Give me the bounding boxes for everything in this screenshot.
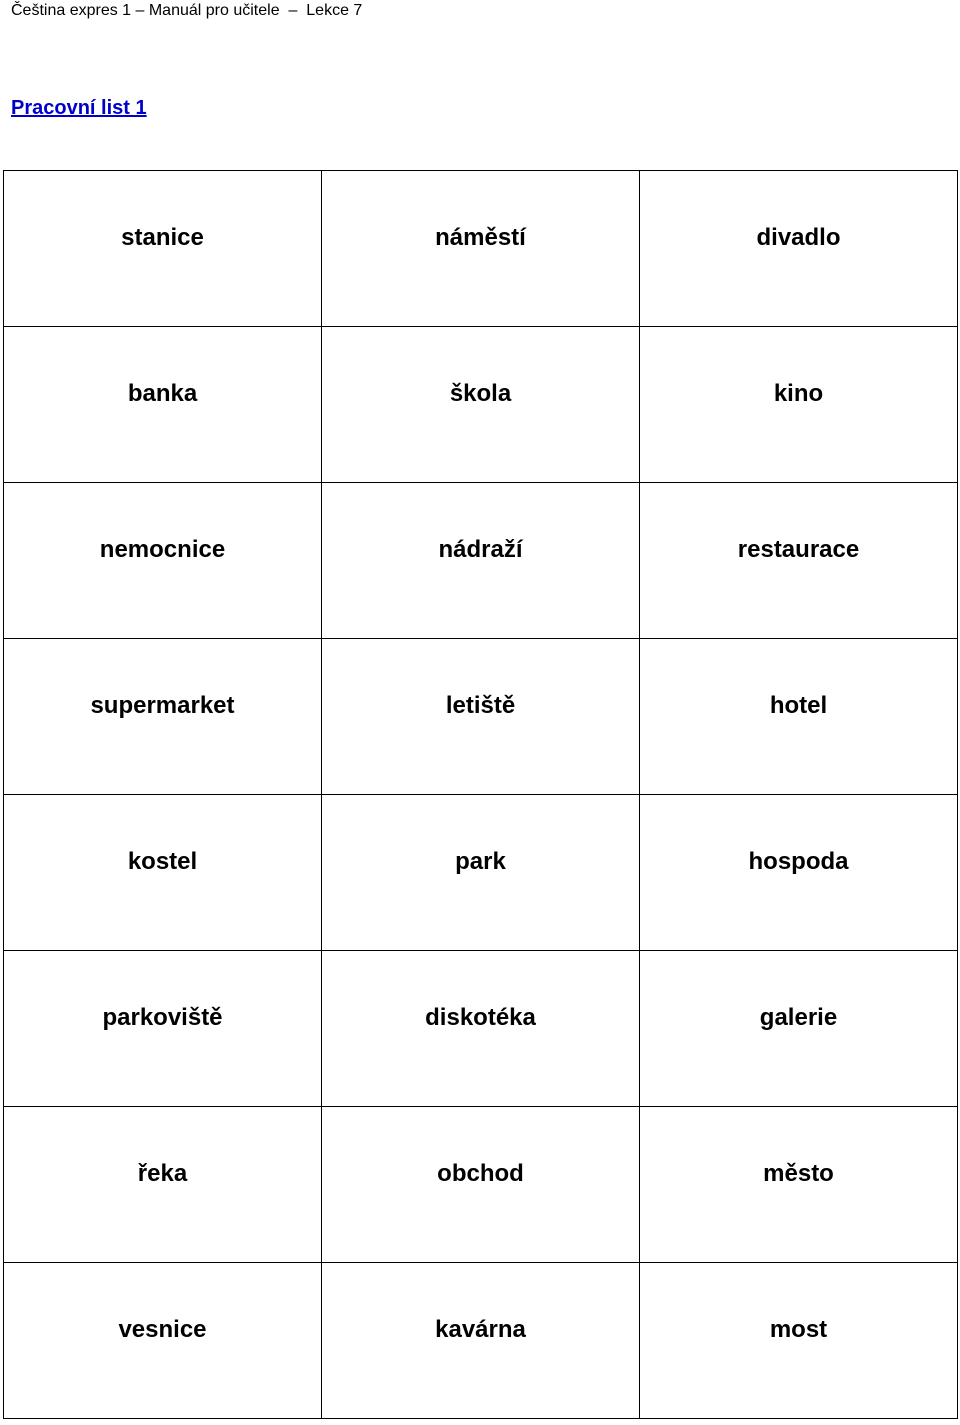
word-label: nemocnice: [99, 536, 226, 563]
word-card: [640, 327, 958, 483]
word-label: město: [763, 1160, 834, 1187]
word-card: [322, 795, 640, 951]
word-card-grid: [3, 170, 958, 1419]
word-label: řeka: [137, 1160, 188, 1187]
word-label: náměstí: [435, 224, 526, 251]
word-label: obchod: [437, 1160, 524, 1187]
grid-row: [4, 1107, 958, 1263]
word-card: [4, 1107, 322, 1263]
word-card: [4, 639, 322, 795]
word-card: [322, 951, 640, 1107]
grid-row: [4, 795, 958, 951]
word-card: [4, 327, 322, 483]
word-card: [4, 171, 322, 327]
word-label: park: [455, 848, 506, 875]
word-label: banka: [127, 380, 198, 407]
word-label: restaurace: [737, 536, 860, 563]
word-card: [640, 171, 958, 327]
word-label: nádraží: [438, 536, 523, 563]
word-label: parkoviště: [102, 1004, 223, 1031]
word-label: letiště: [445, 692, 516, 719]
word-card: [640, 483, 958, 639]
word-label: most: [769, 1316, 828, 1343]
word-label: diskotéka: [425, 1004, 536, 1031]
word-label: galerie: [759, 1004, 838, 1031]
page-header: Čeština expres 1 – Manuál pro učitele – Lekce 7: [11, 2, 363, 19]
grid-row: [4, 1263, 958, 1419]
word-card: [322, 327, 640, 483]
word-card: [4, 795, 322, 951]
grid-row: [4, 171, 958, 327]
word-label: kavárna: [435, 1316, 526, 1343]
word-label: kino: [773, 380, 824, 407]
word-label: vesnice: [118, 1316, 207, 1343]
word-label: supermarket: [90, 692, 235, 719]
word-card: [640, 1107, 958, 1263]
grid-row: [4, 639, 958, 795]
word-card: [4, 483, 322, 639]
grid-row: [4, 483, 958, 639]
word-card: [322, 639, 640, 795]
word-card: [322, 171, 640, 327]
word-card: [4, 1263, 322, 1419]
word-card: [640, 795, 958, 951]
word-label: hotel: [769, 692, 828, 719]
worksheet-title-link[interactable]: Pracovní list 1: [11, 97, 147, 119]
word-card: [4, 951, 322, 1107]
word-label: kostel: [127, 848, 198, 875]
word-label: divadlo: [756, 224, 841, 251]
word-label: stanice: [121, 224, 204, 251]
grid-row: [4, 327, 958, 483]
word-card: [640, 951, 958, 1107]
word-label: hospoda: [748, 848, 849, 875]
word-card: [640, 639, 958, 795]
word-card: [322, 483, 640, 639]
word-card: [322, 1107, 640, 1263]
grid-row: [4, 951, 958, 1107]
word-card: [322, 1263, 640, 1419]
word-label: škola: [449, 380, 512, 407]
word-card: [640, 1263, 958, 1419]
